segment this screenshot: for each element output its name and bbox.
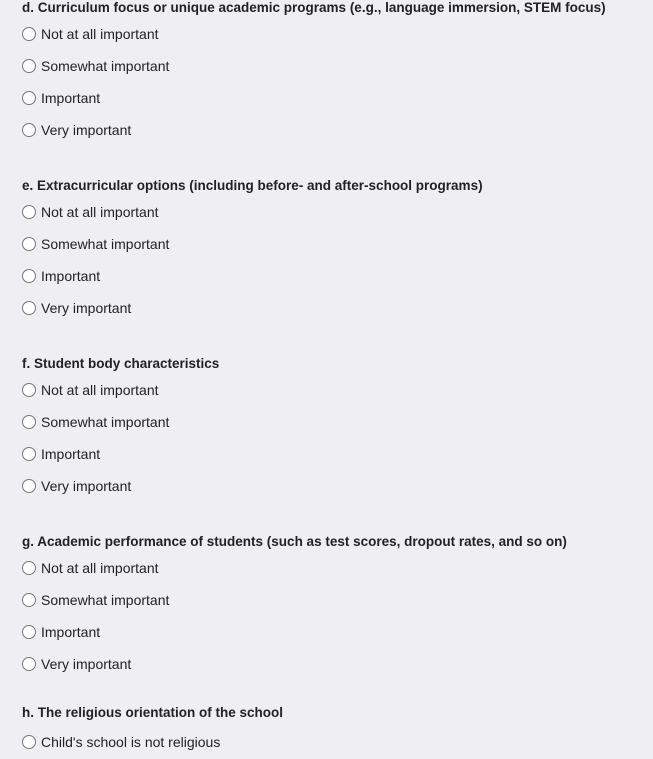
radio-group xyxy=(22,552,653,680)
radio-button[interactable] xyxy=(22,205,36,219)
radio-button[interactable] xyxy=(22,59,36,73)
radio-button[interactable] xyxy=(22,593,36,607)
radio-label: Not at all important xyxy=(41,204,159,220)
radio-group xyxy=(22,18,653,146)
radio-button[interactable] xyxy=(22,383,36,397)
radio-option[interactable] xyxy=(22,470,653,502)
radio-group xyxy=(22,726,653,758)
radio-label: Child's school is not religious xyxy=(41,734,221,750)
radio-option[interactable] xyxy=(22,114,653,146)
radio-option[interactable] xyxy=(22,82,653,114)
radio-label: Very important xyxy=(41,300,132,316)
radio-option[interactable] xyxy=(22,50,653,82)
question-block xyxy=(22,178,653,324)
radio-label: Important xyxy=(41,446,101,462)
radio-button[interactable] xyxy=(22,301,36,315)
radio-button[interactable] xyxy=(22,269,36,283)
question-block xyxy=(22,356,653,502)
question-title: g. Academic performance of students (such as test scores, dropout rates, and so on) xyxy=(22,534,567,549)
question-title: h. The religious orientation of the school xyxy=(22,705,284,720)
radio-button[interactable] xyxy=(22,735,36,749)
radio-label: Very important xyxy=(41,122,132,138)
radio-button[interactable] xyxy=(22,447,36,461)
radio-option[interactable] xyxy=(22,18,653,50)
radio-option[interactable] xyxy=(22,616,653,648)
radio-button[interactable] xyxy=(22,237,36,251)
radio-button[interactable] xyxy=(22,415,36,429)
radio-button[interactable] xyxy=(22,123,36,137)
radio-label: Not at all important xyxy=(41,382,159,398)
radio-option[interactable] xyxy=(22,438,653,470)
radio-group xyxy=(22,196,653,324)
radio-label: Somewhat important xyxy=(41,236,170,252)
radio-button[interactable] xyxy=(22,657,36,671)
radio-option[interactable] xyxy=(22,260,653,292)
radio-option[interactable] xyxy=(22,584,653,616)
radio-label: Important xyxy=(41,268,101,284)
radio-option[interactable] xyxy=(22,406,653,438)
radio-label: Important xyxy=(41,90,101,106)
radio-label: Somewhat important xyxy=(41,58,170,74)
radio-label: Very important xyxy=(41,656,132,672)
radio-option[interactable] xyxy=(22,552,653,584)
radio-label: Very important xyxy=(41,478,132,494)
radio-option[interactable] xyxy=(22,196,653,228)
radio-button[interactable] xyxy=(22,91,36,105)
question-title: f. Student body characteristics xyxy=(22,356,220,371)
radio-label: Important xyxy=(41,624,101,640)
radio-group xyxy=(22,374,653,502)
question-block xyxy=(22,0,653,146)
radio-label: Somewhat important xyxy=(41,592,170,608)
radio-option[interactable] xyxy=(22,648,653,680)
radio-label: Not at all important xyxy=(41,560,159,576)
radio-option[interactable] xyxy=(22,726,653,758)
radio-button[interactable] xyxy=(22,479,36,493)
question-title: e. Extracurricular options (including before- and after-school programs) xyxy=(22,178,483,193)
radio-option[interactable] xyxy=(22,292,653,324)
radio-label: Not at all important xyxy=(41,26,159,42)
radio-label: Somewhat important xyxy=(41,414,170,430)
radio-button[interactable] xyxy=(22,27,36,41)
radio-button[interactable] xyxy=(22,561,36,575)
radio-option[interactable] xyxy=(22,374,653,406)
question-block xyxy=(22,705,653,758)
question-title: d. Curriculum focus or unique academic programs (e.g., language immersion, STEM focus) xyxy=(22,0,606,15)
radio-option[interactable] xyxy=(22,228,653,260)
question-block xyxy=(22,534,653,680)
radio-button[interactable] xyxy=(22,625,36,639)
